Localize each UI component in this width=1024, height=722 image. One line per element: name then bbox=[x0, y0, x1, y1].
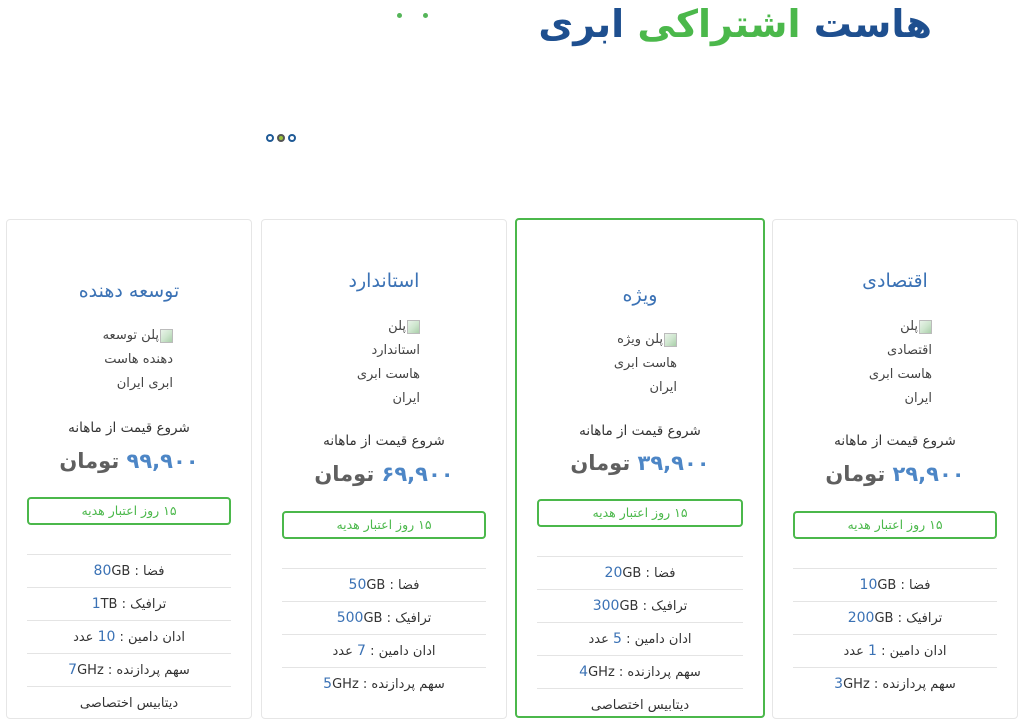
feature-item: فضا : 10GB bbox=[793, 568, 997, 601]
feature-list bbox=[793, 568, 997, 700]
plan-title: استاندارد bbox=[348, 270, 420, 292]
plan-image-alt-line: هاست ابری bbox=[356, 367, 420, 382]
feature-list bbox=[537, 556, 743, 721]
feature-item: دیتابیس اختصاصی bbox=[27, 686, 231, 719]
plan-price bbox=[7, 449, 251, 473]
plan-image-alt-line: ایران bbox=[392, 391, 420, 406]
carousel-dot[interactable] bbox=[288, 134, 296, 142]
feature-item: ادان دامین : 7 عدد bbox=[282, 634, 486, 667]
feature-item: ترافیک : 300GB bbox=[537, 589, 743, 622]
feature-item: سهم پردازنده : 5GHz bbox=[282, 667, 486, 700]
feature-item: ترافیک : 500GB bbox=[282, 601, 486, 634]
feature-item: فضا : 20GB bbox=[537, 556, 743, 589]
price-currency: تومان bbox=[825, 462, 886, 486]
heading-part-2: اشتراکی bbox=[637, 2, 801, 46]
plan-card-standard bbox=[261, 219, 507, 719]
feature-list bbox=[27, 554, 231, 719]
decorative-dot bbox=[423, 13, 428, 18]
plan-price bbox=[517, 451, 763, 475]
price-amount: ۳۹,۹۰۰ bbox=[637, 451, 710, 475]
plan-card-special bbox=[515, 218, 765, 718]
heading-part-3: ابری bbox=[538, 2, 638, 46]
feature-item: ادان دامین : 5 عدد bbox=[537, 622, 743, 655]
price-from-label: شروع قیمت از ماهانه bbox=[323, 433, 445, 449]
heading-part-1: هاست bbox=[800, 2, 932, 46]
trial-credit-button[interactable]: ۱۵ روز اعتبار هدیه bbox=[282, 511, 486, 539]
plan-image-alt-line: پلن ویژه bbox=[617, 332, 663, 347]
carousel-dot-active[interactable] bbox=[277, 134, 285, 142]
feature-item: ادان دامین : 1 عدد bbox=[793, 634, 997, 667]
plan-title: ویژه bbox=[622, 284, 658, 306]
broken-image-icon bbox=[919, 320, 932, 334]
plan-image bbox=[357, 315, 420, 411]
price-amount: ۹۹,۹۰۰ bbox=[126, 449, 199, 473]
price-from-label: شروع قیمت از ماهانه bbox=[68, 420, 190, 436]
plan-image bbox=[103, 324, 173, 396]
page-heading bbox=[538, 2, 932, 46]
plan-title: اقتصادی bbox=[862, 270, 928, 292]
plan-title: توسعه دهنده bbox=[78, 280, 180, 302]
price-from-label: شروع قیمت از ماهانه bbox=[579, 423, 701, 439]
feature-list bbox=[282, 568, 486, 700]
plan-image-alt-line: پلن توسعه bbox=[102, 328, 159, 343]
price-currency: تومان bbox=[59, 449, 120, 473]
trial-credit-button[interactable]: ۱۵ روز اعتبار هدیه bbox=[537, 499, 743, 527]
plan-image-alt-line: هاست ابری bbox=[613, 356, 677, 371]
plan-image bbox=[869, 315, 932, 411]
feature-item: سهم پردازنده : 4GHz bbox=[537, 655, 743, 688]
plan-image-alt-line: اقتصادی bbox=[887, 343, 932, 358]
feature-item: فضا : 80GB bbox=[27, 554, 231, 587]
plan-image-alt-line: ایران bbox=[904, 391, 932, 406]
carousel-pagination bbox=[266, 134, 296, 142]
plan-card-economic bbox=[772, 219, 1018, 719]
plan-card-developer bbox=[6, 219, 252, 719]
plan-image-alt-line: پلن bbox=[900, 319, 918, 334]
feature-item: ترافیک : 1TB bbox=[27, 587, 231, 620]
price-currency: تومان bbox=[314, 462, 375, 486]
plan-image-alt-line: پلن bbox=[388, 319, 406, 334]
feature-item: سهم پردازنده : 7GHz bbox=[27, 653, 231, 686]
plan-image-alt-line: استاندارد bbox=[371, 343, 420, 358]
feature-item: فضا : 50GB bbox=[282, 568, 486, 601]
broken-image-icon bbox=[160, 329, 173, 343]
plan-image bbox=[614, 328, 677, 400]
plan-price bbox=[773, 462, 1017, 486]
plan-image-alt-line: دهنده هاست bbox=[104, 352, 173, 367]
feature-item: سهم پردازنده : 3GHz bbox=[793, 667, 997, 700]
trial-credit-button[interactable]: ۱۵ روز اعتبار هدیه bbox=[793, 511, 997, 539]
price-amount: ۶۹,۹۰۰ bbox=[381, 462, 454, 486]
plan-image-alt-line: ابری ایران bbox=[116, 376, 173, 391]
carousel-dot[interactable] bbox=[266, 134, 274, 142]
broken-image-icon bbox=[664, 333, 677, 347]
feature-item: دیتابیس اختصاصی bbox=[537, 688, 743, 721]
feature-item: ادان دامین : 10 عدد bbox=[27, 620, 231, 653]
feature-item: ترافیک : 200GB bbox=[793, 601, 997, 634]
trial-credit-button[interactable]: ۱۵ روز اعتبار هدیه bbox=[27, 497, 231, 525]
plan-price bbox=[262, 462, 506, 486]
plan-image-alt-line: ایران bbox=[649, 380, 677, 395]
broken-image-icon bbox=[407, 320, 420, 334]
decorative-dot bbox=[397, 13, 402, 18]
price-from-label: شروع قیمت از ماهانه bbox=[834, 433, 956, 449]
plan-image-alt-line: هاست ابری bbox=[868, 367, 932, 382]
price-amount: ۲۹,۹۰۰ bbox=[892, 462, 965, 486]
price-currency: تومان bbox=[570, 451, 631, 475]
